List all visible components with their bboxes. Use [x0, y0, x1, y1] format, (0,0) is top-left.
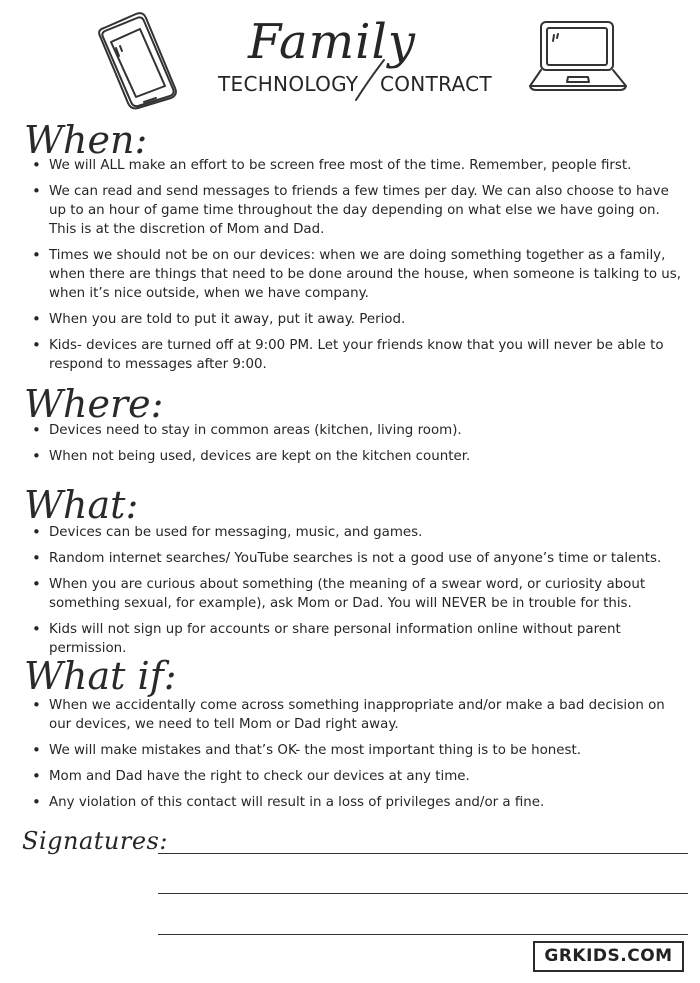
list-item: • When not being used, devices are kept on the kitchen counter.: [30, 447, 690, 466]
list-item: • When we accidentally come across something inappropriate and/or make a bad decision on our devices, we need to tell Mom or Dad right away.: [30, 696, 690, 734]
title-caps-right: CONTRACT: [380, 72, 492, 96]
what-list: [30, 523, 690, 665]
list-item: • Mom and Dad have the right to check our devices at any time.: [30, 767, 690, 786]
signature-line-3[interactable]: [158, 934, 688, 935]
when-list: [30, 156, 690, 381]
list-item: • When you are curious about something (the meaning of a swear word, or curiosity about something sexual, for example), ask Mom or Dad. You will NEVER be in trouble for this.: [30, 575, 690, 613]
list-item: • Times we should not be on our devices: when we are doing something together as a family, when there are things that need to be done around the house, when someone is talking to us, when it’s nice outside, when we have company.: [30, 246, 690, 303]
list-item: • Kids will not sign up for accounts or share personal information online without parent permission.: [30, 620, 690, 658]
list-item: • We can read and send messages to friends a few times per day. We can also choose to have up to an hour of game time throughout the day depending on what else we have going on. This is at the discretion of Mom and Dad.: [30, 182, 690, 239]
signature-line-1[interactable]: [158, 853, 688, 854]
list-item: • We will make mistakes and that’s OK- the most important thing is to be honest.: [30, 741, 690, 760]
laptop-icon: [527, 18, 629, 94]
list-item: • We will ALL make an effort to be screen free most of the time. Remember, people first.: [30, 156, 690, 175]
title-caps-left: TECHNOLOGY: [218, 72, 359, 96]
list-item: • Devices need to stay in common areas (kitchen, living room).: [30, 421, 690, 440]
signature-line-2[interactable]: [158, 893, 688, 894]
heading-where: Where:: [24, 382, 164, 426]
title-script: Family: [248, 14, 416, 70]
smartphone-icon: [94, 8, 184, 110]
list-item: • Any violation of this contact will result in a loss of privileges and/or a fine.: [30, 793, 690, 812]
what-if-list: [30, 696, 690, 819]
brand-logo: GRKIDS.COM: [533, 941, 684, 972]
heading-when: When:: [24, 118, 148, 162]
heading-what-if: What if:: [24, 654, 177, 698]
list-item: • Devices can be used for messaging, music, and games.: [30, 523, 690, 542]
signatures-label: Signatures:: [22, 827, 168, 855]
where-list: [30, 421, 690, 473]
heading-what: What:: [24, 483, 139, 527]
list-item: • When you are told to put it away, put it away. Period.: [30, 310, 690, 329]
list-item: • Random internet searches/ YouTube searches is not a good use of anyone’s time or talents.: [30, 549, 690, 568]
list-item: • Kids- devices are turned off at 9:00 PM. Let your friends know that you will never be able to respond to messages after 9:00.: [30, 336, 690, 374]
